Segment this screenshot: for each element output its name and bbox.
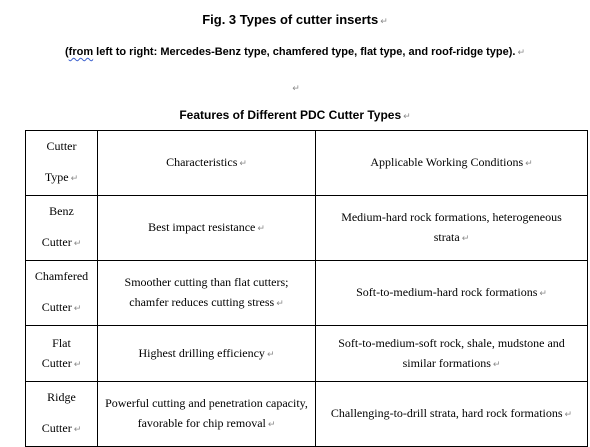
cell-characteristics: Smoother cutting than flat cutters; chamfer reduces cutting stress ↵	[98, 261, 316, 326]
cell-type: Chamfered Cutter ↵	[26, 261, 98, 326]
subtitle-rest: left to right: Mercedes-Benz type, chamfered type, flat type, and roof-ridge type).	[93, 46, 516, 58]
cell-conditions: Soft-to-medium-soft rock, shale, mudstone and similar formations ↵	[316, 326, 588, 382]
cell-type: Ridge Cutter ↵	[26, 382, 98, 447]
paragraph-mark: ↵	[380, 17, 388, 27]
header-cell-conditions: Applicable Working Conditions ↵	[316, 131, 588, 196]
cell-characteristics: Powerful cutting and penetration capacity, favorable for chip removal ↵	[98, 382, 316, 447]
header-cell-characteristics: Characteristics ↵	[98, 131, 316, 196]
subtitle-spellcheck-word: from	[68, 46, 94, 58]
cell-characteristics: Highest drilling efficiency ↵	[98, 326, 316, 382]
table-header-row	[26, 131, 588, 196]
empty-paragraph	[0, 78, 590, 96]
table-row	[26, 382, 588, 447]
cell-type: Flat Cutter ↵	[26, 326, 98, 382]
table-title	[0, 108, 590, 122]
table-row	[26, 196, 588, 261]
figure-subtitle	[0, 46, 590, 58]
figure-title	[0, 12, 590, 27]
paragraph-mark: ↵	[292, 84, 300, 94]
cell-conditions: Challenging-to-drill strata, hard rock formations ↵	[316, 382, 588, 447]
header-cell-type: Cutter Type ↵	[26, 131, 98, 196]
cell-conditions: Soft-to-medium-hard rock formations ↵	[316, 261, 588, 326]
figure-title-text: Fig. 3 Types of cutter inserts	[202, 12, 379, 27]
paragraph-mark: ↵	[517, 48, 525, 58]
table-row	[26, 326, 588, 382]
table-row	[26, 261, 588, 326]
features-table	[25, 130, 588, 447]
cell-characteristics: Best impact resistance ↵	[98, 196, 316, 261]
table-title-text: Features of Different PDC Cutter Types	[179, 108, 402, 122]
subtitle-prefix: (	[64, 46, 69, 58]
cell-type: Benz Cutter ↵	[26, 196, 98, 261]
cell-conditions: Medium-hard rock formations, heterogeneous strata ↵	[316, 196, 588, 261]
paragraph-mark: ↵	[403, 112, 411, 122]
